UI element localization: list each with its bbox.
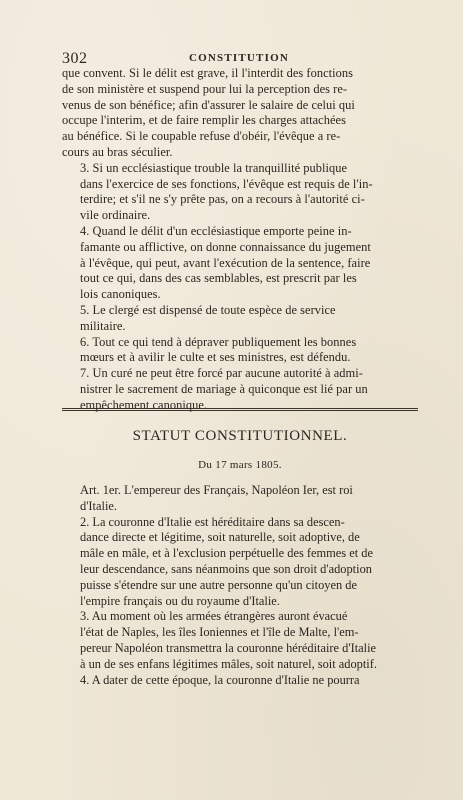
paragraph-article-7 (62, 366, 418, 413)
paragraph-article-6 (62, 335, 418, 367)
text-line: dans l'exercice de ses fonctions, l'évêque est requis de l'in- (80, 176, 373, 191)
text-line: terdire; et s'il ne s'y prête pas, on a recours à l'autorité ci- (80, 192, 365, 207)
text-line: à l'évêque, qui peut, avant l'exécution de la sentence, faire (80, 255, 371, 270)
text-line: 7. Un curé ne peut être forcé par aucune autorité à admi- (80, 366, 363, 381)
statute-title: STATUT CONSTITUTIONNEL. (132, 428, 348, 444)
running-head: CONSTITUTION (189, 52, 289, 64)
text-line: d'Italie. (80, 498, 117, 513)
statute-article-4 (62, 673, 418, 689)
page-header (62, 50, 416, 66)
text-line: empêchement canonique. (80, 397, 208, 412)
text-line: l'empire français ou du royaume d'Italie. (80, 593, 280, 608)
text-line: 2. La couronne d'Italie est héréditaire dans sa descen- (80, 514, 345, 529)
text-line: leur descendance, sans néanmoins que son droit d'adoption (80, 561, 372, 576)
statute-date: Du 17 mars 1805. (198, 459, 282, 471)
text-line: mœurs et à avilir le culte et ses ministres, est défendu. (80, 350, 351, 365)
text-line: de son ministère et suspend pour lui la perception des re- (62, 81, 348, 96)
text-line: 3. Si un ecclésiastique trouble la tranquillité publique (80, 160, 348, 175)
text-line: dance directe et légitime, soit naturelle, soit adoptive, de (80, 530, 360, 545)
text-line: famante ou afflictive, on donne connaissance du jugement (80, 239, 371, 254)
text-line: venus de son bénéfice; afin d'assurer le salaire de celui qui (62, 97, 355, 112)
statute-article-2 (62, 515, 418, 610)
paragraph-article-5 (62, 303, 418, 335)
text-line: pereur Napoléon transmettra la couronne héréditaire d'Italie (80, 640, 377, 655)
text-line: 4. A dater de cette époque, la couronne d'Italie ne pourra (80, 672, 360, 687)
text-line: au bénéfice. Si le coupable refuse d'obéir, l'évêque a re- (62, 129, 341, 144)
page-number: 302 (62, 50, 88, 67)
text-line: tout ce qui, dans des cas semblables, est prescrit par les (80, 271, 357, 286)
text-line: Art. 1er. L'empereur des Français, Napoléon Ier, est roi (80, 483, 353, 497)
paragraph-continuation (62, 66, 418, 161)
paragraph-article-3 (62, 161, 418, 224)
text-line: lois canoniques. (80, 287, 161, 302)
statute-article-3 (62, 609, 418, 672)
text-line: à un de ses enfans légitimes mâles, soit naturel, soit adoptif. (80, 656, 377, 671)
statute-article-1 (62, 483, 418, 515)
section-divider (62, 408, 418, 411)
text-line: occupe l'interim, et de faire remplir les charges attachées (62, 113, 346, 128)
text-line: 6. Tout ce qui tend à dépraver publiquement les bonnes (80, 334, 357, 349)
text-line: cours au bras séculier. (62, 144, 173, 159)
text-line: 5. Le clergé est dispensé de toute espèce de service (80, 302, 336, 317)
text-line: 4. Quand le délit d'un ecclésiastique emporte peine in- (80, 223, 352, 238)
paragraph-article-4 (62, 224, 418, 303)
text-line: 3. Au moment où les armées étrangères auront évacué (80, 609, 348, 624)
text-line: l'état de Naples, les îles Ioniennes et l'île de Malte, l'em- (80, 625, 359, 640)
text-line: nistrer le sacrement de mariage à quiconque est lié par un (80, 381, 368, 396)
statute-text (62, 483, 418, 688)
text-line: puisse s'étendre sur une autre personne qu'un citoyen de (80, 577, 357, 592)
text-line: mâle en mâle, et à l'exclusion perpétuelle des femmes et de (80, 546, 373, 561)
text-line: vile ordinaire. (80, 208, 151, 223)
text-line: que convent. Si le délit est grave, il l'interdit des fonctions (62, 66, 353, 80)
body-text (62, 66, 418, 414)
text-line: militaire. (80, 318, 126, 333)
